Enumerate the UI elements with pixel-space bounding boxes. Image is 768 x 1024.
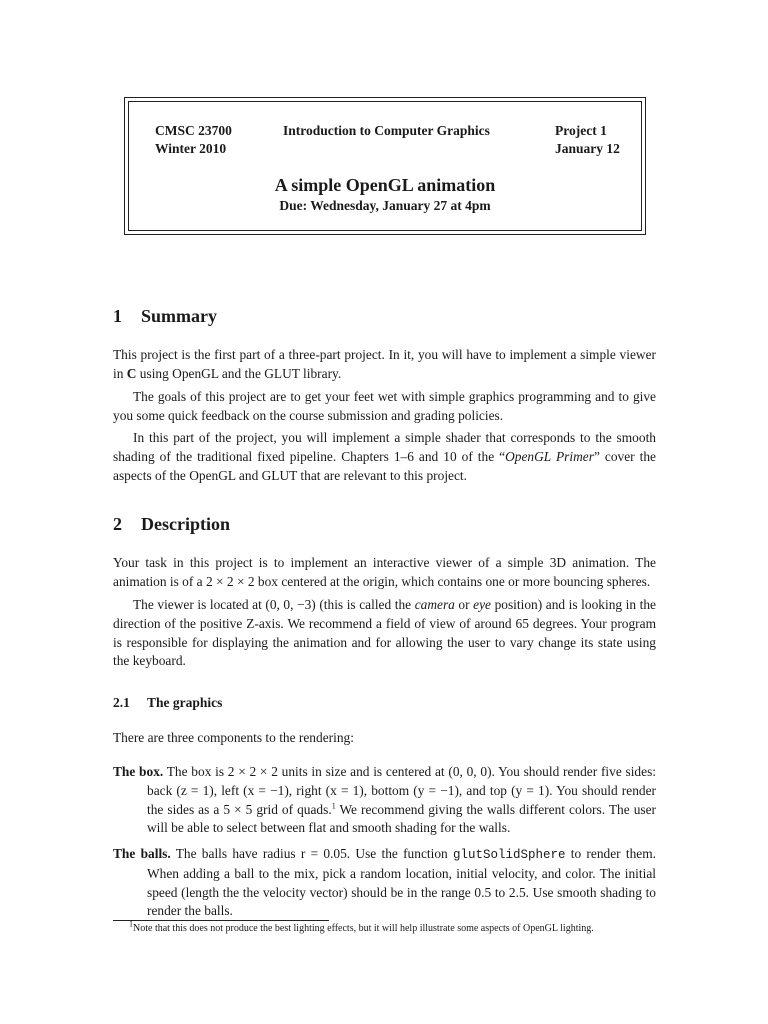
item-label: The box. — [113, 764, 164, 779]
language-name: C — [126, 365, 137, 381]
project-number: Project 1 — [555, 123, 607, 138]
project-date: January 12 — [555, 141, 620, 156]
text-run: or — [454, 597, 474, 612]
code-function-name: glutSolidSphere — [452, 848, 566, 862]
description-paragraph-1: Your task in this project is to implement an interactive viewer of a simple 3D animation. The animation is of a 2 × 2 × 2 box centered at the origin, which contains one or more bouncing spheres. — [113, 555, 656, 589]
text-run: position) and is looking in the direction of the positive Z-axis. We recommend a field of view of around 65 degrees. Your program is responsible for displaying the animation and for allowing the user to vary change its state using the keyboard. — [113, 597, 656, 669]
list-item-box — [113, 763, 656, 838]
text-run: The balls have radius r = 0.05. Use the function — [170, 846, 453, 861]
book-title: OpenGL Primer — [505, 448, 594, 464]
summary-paragraph-1 — [113, 346, 656, 384]
footnote-marker[interactable]: 1 — [331, 801, 336, 811]
due-date: Due: Wednesday, January 27 at 4pm — [279, 198, 491, 213]
course-subject: Introduction to Computer Graphics — [283, 123, 490, 138]
document-title: A simple OpenGL animation — [274, 175, 496, 195]
subsection-title: The graphics — [147, 695, 223, 710]
footnote-number: 1 — [129, 919, 133, 929]
summary-paragraph-2: The goals of this project are to get your feet wet with simple graphics programming and to give you some quick feedback on the course submission and grading policies. — [113, 389, 656, 423]
section-number: 2 — [113, 514, 122, 534]
text-run: In this part of the project, you will implement a simple shader that corresponds to the smooth shading of the traditional fixed pipeline. Chapters 1–6 and 10 of the “ — [113, 430, 656, 464]
subsection-number: 2.1 — [113, 695, 130, 710]
section-title: Summary — [141, 306, 217, 326]
description-paragraph-2 — [113, 596, 656, 671]
footnote-divider — [113, 920, 329, 921]
list-item-balls — [113, 845, 656, 921]
course-code: CMSC 23700 — [155, 123, 232, 138]
footnote-text: Note that this does not produce the best lighting effects, but it will help illustrate some aspects of OpenGL lighting. — [133, 923, 594, 934]
footnote — [113, 919, 673, 936]
text-run: This project is the first part of a three-part project. In it, you will have to implement a simple viewer in — [113, 347, 656, 381]
summary-paragraph-3 — [113, 429, 656, 485]
section-summary-heading — [113, 305, 217, 327]
section-description-heading — [113, 513, 230, 535]
header-box-inner — [128, 101, 642, 231]
text-run: to render them. When adding a ball to the mix, pick a random location, initial velocity, and color. The initial speed (length the the velocity vector) should be in the range 0.5 to 2.5. Use smooth shading to render the balls. — [147, 846, 657, 919]
text-run: The viewer is located at (0, 0, −3) (this is called the — [133, 597, 415, 612]
item-label: The balls. — [113, 846, 171, 861]
text-run: ” cover the aspects of the OpenGL and GLUT that are relevant to this project. — [113, 448, 656, 483]
term-camera: camera — [414, 597, 455, 612]
text-run: We recommend giving the walls different colors. The user will be able to select between flat and smooth shading for the walls. — [147, 801, 657, 836]
section-number: 1 — [113, 306, 122, 326]
text-run: using OpenGL and the GLUT library. — [136, 365, 342, 381]
graphics-intro: There are three components to the rendering: — [113, 730, 354, 745]
section-title: Description — [141, 514, 230, 534]
subsection-graphics-heading — [113, 694, 222, 712]
course-term: Winter 2010 — [155, 141, 227, 156]
term-eye: eye — [473, 597, 491, 612]
header-box — [124, 97, 646, 235]
text-run: The box is 2 × 2 × 2 units in size and is centered at (0, 0, 0). You should render five sides: back (z = 1), left (x = −1), right (x = 1), bottom (y = −1), and top (y = 1). You should render the sides as a 5 × 5 grid of quads. — [147, 764, 657, 817]
